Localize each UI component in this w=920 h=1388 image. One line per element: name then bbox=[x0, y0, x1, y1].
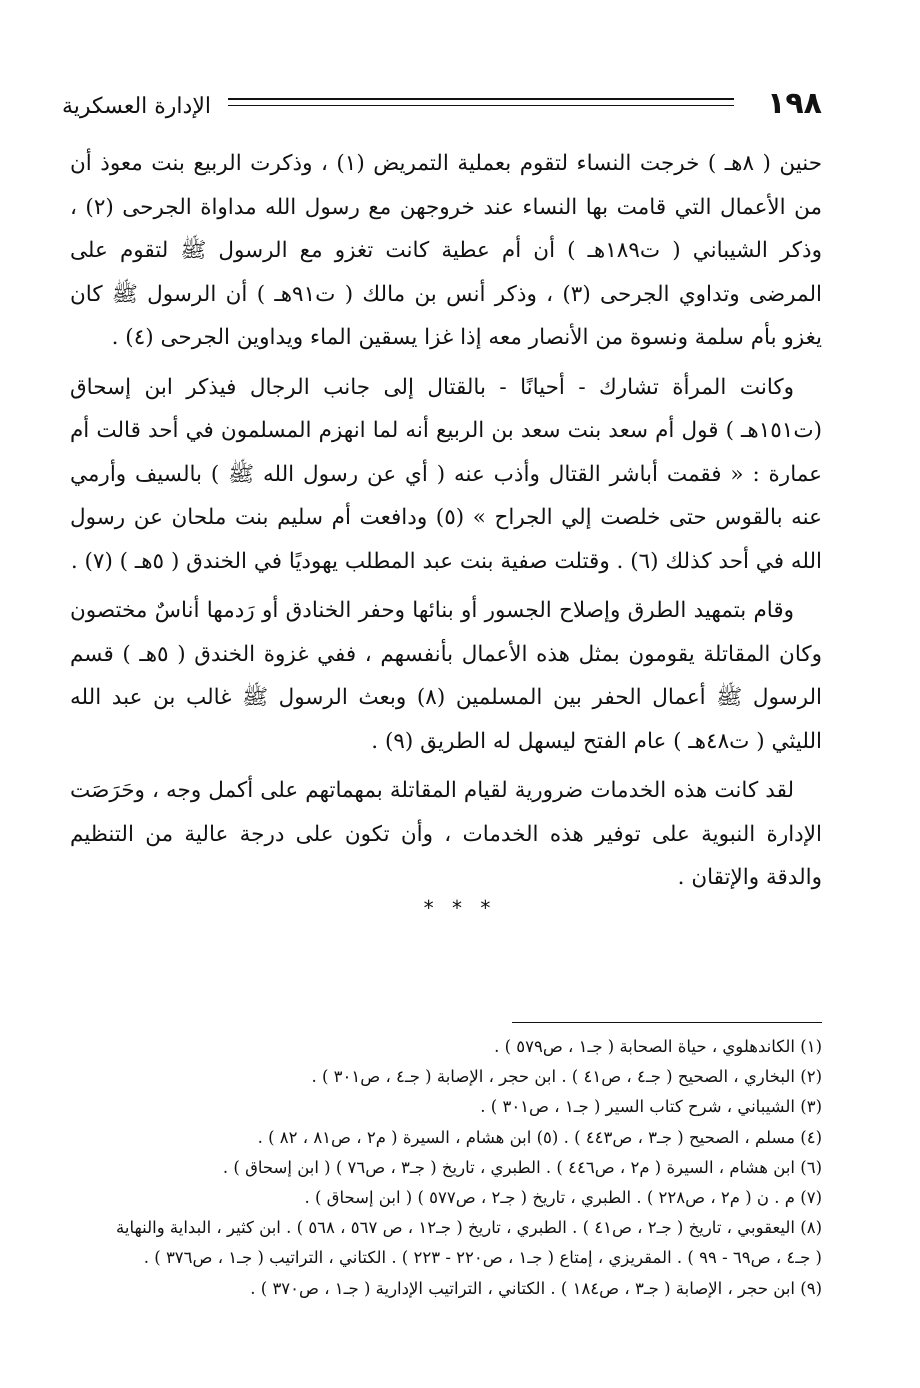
footnote: (٨) اليعقوبي ، تاريخ ( جـ٢ ، ص٤١ ) . الطبري ، تاريخ ( جـ١٢ ، ص ٥٦٧ ، ٥٦٨ ) . ابن كثير ، البداية والنهاية bbox=[116, 1218, 822, 1238]
footnote: (٤) مسلم ، الصحيح ( جـ٣ ، ص٤٤٣ ) . (٥) ابن هشام ، السيرة ( م٢ ، ص٨١ ، ٨٢ ) . bbox=[257, 1127, 822, 1147]
paragraph: حنين ( ٨هـ ) خرجت النساء لتقوم بعملية التمريض (١) ، وذكرت الربيع بنت معوذ أن من الأعمال التي قامت بها النساء عند خروجهن مع رسول الله مداواة الجرحى (٢) ، وذكر الشيباني ( ت١٨٩هـ ) أن أم عطية كانت تغزو مع الرسول ﷺ لتقوم على المرضى وتداوي الجرحى (٣) ، وذكر أنس بن مالك ( ت٩١هـ ) أن الرسول ﷺ كان يغزو بأم سلمة ونسوة من الأنصار معه إذا غزا يسقين الماء ويداوين الجرحى (٤) . bbox=[70, 151, 822, 350]
running-header bbox=[62, 84, 822, 132]
running-title: الإدارة العسكرية bbox=[62, 94, 211, 119]
footnote: (١) الكاندهلوي ، حياة الصحابة ( جـ١ ، ص٥٧٩ ) . bbox=[494, 1037, 822, 1056]
footnote: (٢) البخاري ، الصحيح ( جـ٤ ، ص٤١ ) . ابن حجر ، الإصابة ( جـ٤ ، ص٣٠١ ) . bbox=[311, 1067, 822, 1087]
paragraph: وقام بتمهيد الطرق وإصلاح الجسور أو بنائها وحفر الخنادق أو رَدمها أناسٌ مختصون وكان المقاتلة يقومون بمثل هذه الأعمال بأنفسهم ، ففي غزوة الخندق ( ٥هـ ) قسم الرسول ﷺ أعمال الحفر بين المسلمين (٨) وبعث الرسول ﷺ غالب بن عبد الله الليثي ( ت٤٨هـ ) عام الفتح ليسهل له الطريق (٩) . bbox=[70, 598, 822, 754]
header-double-rule bbox=[228, 98, 734, 106]
section-separator: * * * bbox=[423, 896, 497, 920]
footnote: (٧) م . ن ( م٢ ، ص٢٢٨ ) . الطبري ، تاريخ ( جـ٢ ، ص٥٧٧ ) ( ابن إسحاق ) . bbox=[304, 1188, 822, 1208]
paragraph: لقد كانت هذه الخدمات ضرورية لقيام المقاتلة بمهماتهم على أكمل وجه ، وحَرَصَت الإدارة النبوية على توفير هذه الخدمات ، وأن تكون على درجة عالية من التنظيم والدقة والإتقان . bbox=[70, 778, 822, 890]
footnote: (٦) ابن هشام ، السيرة ( م٢ ، ص٤٤٦ ) . الطبري ، تاريخ ( جـ٣ ، ص٧٦ ) ( ابن إسحاق ) . bbox=[222, 1157, 822, 1177]
footnotes bbox=[70, 1032, 822, 1304]
footnote: (٣) الشيباني ، شرح كتاب السير ( جـ١ ، ص٣٠١ ) . bbox=[480, 1097, 822, 1117]
footnote: ( جـ٤ ، ص٦٩ - ٩٩ ) . المقريزي ، إمتاع ( جـ١ ، ص٢٢٠ - ٢٢٣ ) . الكتاني ، التراتيب ( جـ١ ، ص٣٧٦ ) . bbox=[143, 1248, 822, 1268]
footnote: (٩) ابن حجر ، الإصابة ( جـ٣ ، ص١٨٤ ) . الكتاني ، التراتيب الإدارية ( جـ١ ، ص٣٧٠ ) . bbox=[250, 1278, 822, 1298]
paragraph: وكانت المرأة تشارك - أحيانًا - بالقتال إلى جانب الرجال فيذكر ابن إسحاق (ت١٥١هـ ) قول أم سعد بنت سعد بن الربيع أنه لما انهزم المسلمون في أحد قالت أم عمارة : « فقمت أباشر القتال وأذب عنه ( أي عن رسول الله ﷺ ) بالسيف وأرمي عنه بالقوس حتى خلصت إلي الجراح » (٥) ودافعت أم سليم بنت ملحان عن رسول الله في أحد كذلك (٦) . وقتلت صفية بنت عبد المطلب يهوديًا في الخندق ( ٥هـ ) (٧) . bbox=[70, 374, 823, 574]
footnote-rule bbox=[512, 1022, 822, 1023]
page-number: ١٩٨ bbox=[767, 86, 822, 121]
main-text bbox=[70, 142, 822, 906]
